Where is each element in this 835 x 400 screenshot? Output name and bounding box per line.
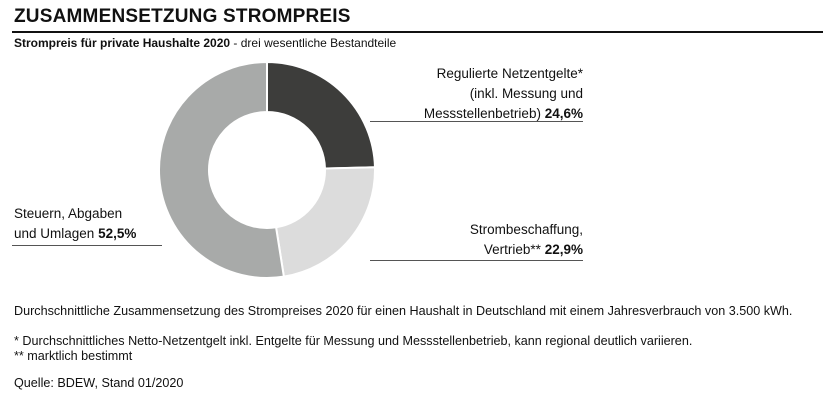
- donut-slice-2: [159, 62, 284, 278]
- source-note: Quelle: BDEW, Stand 01/2020: [14, 376, 184, 390]
- label-netzentgelte-line-3-text: Messstellenbetrieb): [423, 106, 541, 121]
- label-strombeschaffung-line-2-text: Vertrieb**: [483, 242, 541, 257]
- label-netzentgelte: [424, 64, 583, 124]
- leader-line-netzentgelte: [370, 121, 583, 122]
- subtitle-bold: Strompreis für private Haushalte 2020: [14, 36, 231, 50]
- donut-slice-1: [276, 167, 375, 276]
- value-label-strombeschaffung: 22,9%: [544, 242, 583, 257]
- value-label-steuern: 52,5%: [98, 226, 137, 241]
- label-strombeschaffung-line-1: Strombeschaffung,: [469, 222, 583, 237]
- label-steuern-line-2: [14, 224, 136, 244]
- label-steuern-line-2-text: und Umlagen: [14, 226, 95, 241]
- donut-slice-0: [267, 62, 375, 169]
- label-steuern-line-1: Steuern, Abgaben: [14, 206, 123, 221]
- footnote-marktlich: ** marktlich bestimmt: [14, 349, 133, 363]
- label-netzentgelte-line-1: Regulierte Netzentgelte*: [436, 66, 583, 81]
- chart-description: Durchschnittliche Zusammensetzung des Strompreises 2020 für einen Haushalt in Deutschland mit einem Jahresverbrauch von 3.500 kWh.: [14, 304, 793, 318]
- label-steuern: [14, 204, 136, 244]
- label-strombeschaffung: [470, 220, 583, 260]
- page-title: ZUSAMMENSETZUNG STROMPREIS: [14, 6, 351, 27]
- value-label-netzentgelte: 24,6%: [544, 106, 583, 121]
- footnote-netzentgelt: * Durchschnittliches Netto-Netzentgelt inkl. Entgelte für Messung und Messstellenbetrieb, kann regional deutlich variieren.: [14, 334, 693, 348]
- leader-line-steuern: [12, 245, 162, 246]
- leader-line-strombeschaffung: [370, 260, 583, 261]
- subtitle-rest: - drei wesentliche Bestandteile: [230, 36, 397, 50]
- label-strombeschaffung-line-2: [470, 240, 583, 260]
- label-netzentgelte-line-2: (inkl. Messung und: [469, 86, 583, 101]
